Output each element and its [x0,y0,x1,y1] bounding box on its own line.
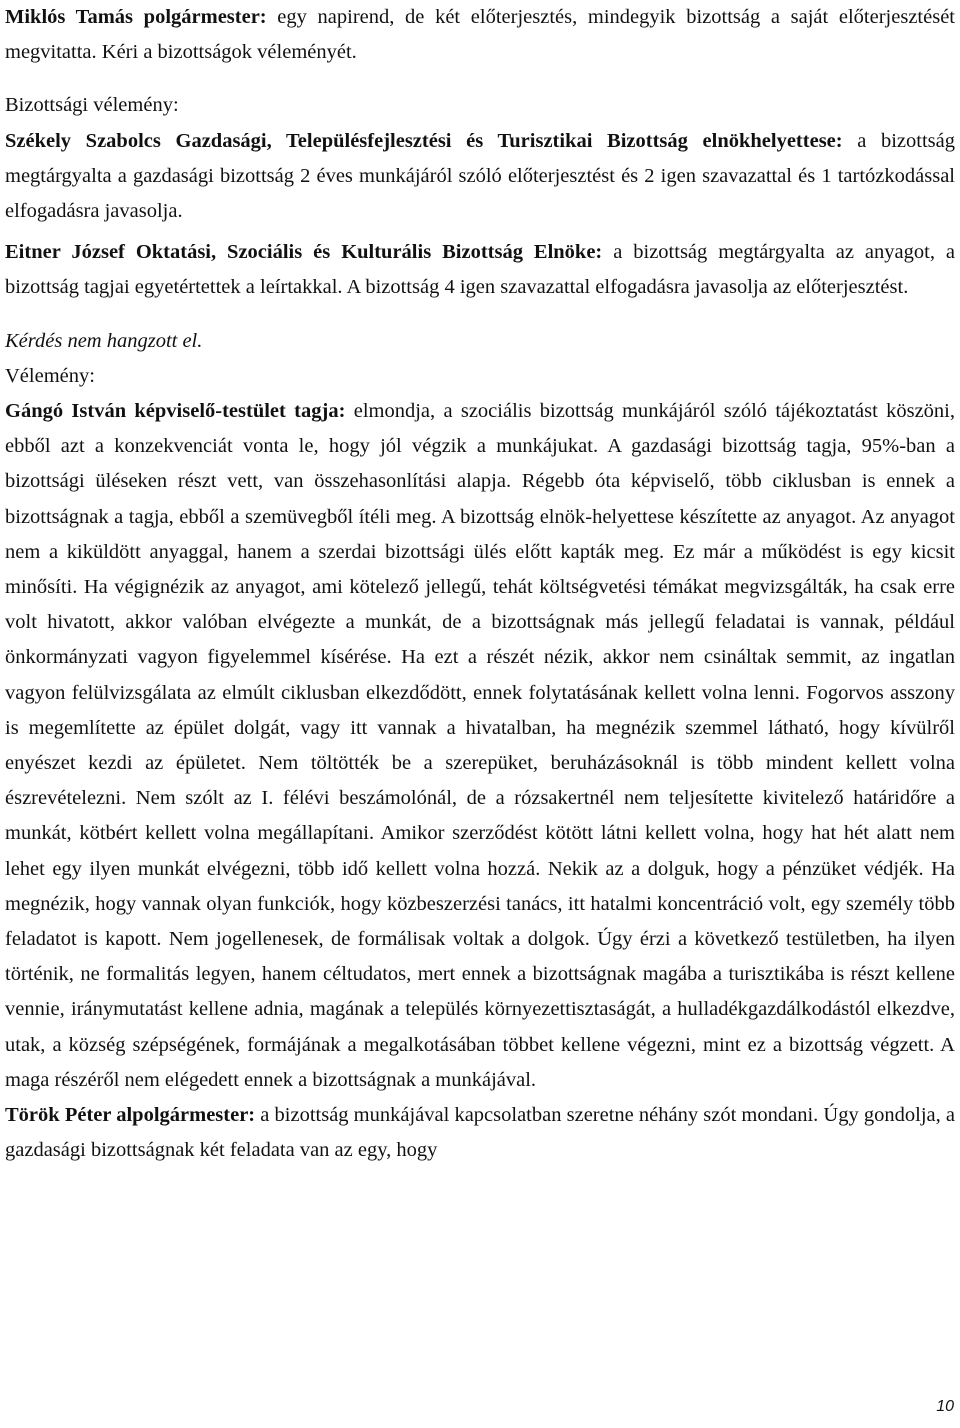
paragraph-mayor [5,0,955,70]
paragraph-text: egy napirend, de két előterjesztés, mindegyik bizottság a saját előterjesztését megvitatta. Kéri a bizottságok véleményét. [5,6,955,64]
paragraph-text: a bizottság munkájával kapcsolatban szeretne néhány szót mondani. Úgy gondolja, a gazdasági bizottságnak két feladata van az egy, hogy [5,1104,955,1162]
paragraph-text: a bizottság megtárgyalta a gazdasági bizottság 2 éves munkájáról szóló előterjesztést és 2 igen szavazattal és 1 tartózkodással elfogadásra javasolja. [5,129,955,223]
paragraph-text: a bizottság megtárgyalta az anyagot, a bizottság tagjai egyetértettek a leírtakkal. A bizottság 4 igen szavazattal elfogadásra javasolja az előterjesztést. [5,241,955,299]
paragraph-szekely [5,124,955,230]
page-number: 10 [936,1398,954,1415]
document-page [5,0,955,1169]
speaker-name: Miklós Tamás polgármester: [5,6,267,28]
note-no-questions: Kérdés nem hangzott el. [5,329,203,352]
section-heading-committee-opinion: Bizottsági vélemény: [5,94,179,117]
speaker-name: Székely Szabolcs Gazdasági, Településfejlesztési és Turisztikai Bizottság elnökhelyettese: [5,129,843,152]
speaker-name: Gángó István képviselő-testület tagja: [5,400,346,423]
section-heading-opinion: Vélemény: [5,364,95,387]
paragraph-torok [5,1098,955,1168]
paragraph-gango [5,394,955,1098]
speaker-name: Eitner József Oktatási, Szociális és Kulturális Bizottság Elnöke: [5,241,603,264]
paragraph-eitner [5,235,955,305]
paragraph-text: elmondja, a szociális bizottság munkájáról szóló tájékoztatást köszöni, ebből azt a konzekvenciát vonta le, hogy jól végzik a munkájukat. A gazdasági bizottság tagja, 95%-ban a bizottsági üléseken részt vett, van összehasonlítási alapja. Régebb óta képviselő, több ciklusban is ennek a bizottságnak a tagja, ebből a szemüvegből ítéli meg. A bizottság elnök-helyettese készítette az anyagot. Az anyagot nem a kiküldött anyaggal, hanem a szerdai bizottsági ülés előtt kapták meg. Ez már a működést is egy kicsit minősíti. Ha végignézik az anyagot, ami kötelező jellegű, tehát költségvetési témákat megvizsgálták, ha csak erre volt hivatott, akkor valóban elvégezte a munkát, de a bizottságnak más jellegű feladatai is vannak, például önkormányzati vagyon figyelemmel kísérése. Ha ezt a részét nézik, akkor nem csináltak semmit, az ingatlan vagyon felülvizsgálata az elmúlt ciklusban elkezdődött, ennek folytatásának kellett volna lenni. Fogorvos asszony is megemlítette az épület dolgát, vagy itt vannak a hivatalban, ha megnézik szemmel látható, hogy kívülről enyészet kezdi az épületet. Nem töltötték be a szerepüket, beruházásoknál is több mindent kellett volna észrevételezni. Nem szólt az I. félévi beszámolónál, de a rózsakertnél nem teljesítette kivitelező határidőre a munkát, kötbért kellett volna megállapítani. Amikor szerződést kötött látni kellett volna, hogy hat hét alatt nem lehet egy ilyen munkát elvégezni, több idő kellett volna hozzá. Nekik az a dolguk, hogy a pénzüket védjék. Ha megnézik, hogy vannak olyan funkciók, hogy közbeszerzési tanács, itt hatalmi koncentráció volt, egy személy több feladatot is kapott. Nem jogellenesek, de formálisak voltak a dolgok. Úgy érzi a következő testületben, ha ilyen történik, ne formalitás legyen, hanem céltudatos, mert ennek a bizottságnak magába a turisztikába is részt kellene vennie, iránymutatást kellene adnia, magának a település környezettisztaságát, a hulladékgazdálkodástól elkezdve, utak, a község szépségének, formájának a megalkotásában többet kellene végezni, mint ez a bizottság végzett. A maga részéről nem elégedett ennek a bizottságnak a munkájával. [5,400,955,1091]
speaker-name: Török Péter alpolgármester: [5,1104,256,1127]
